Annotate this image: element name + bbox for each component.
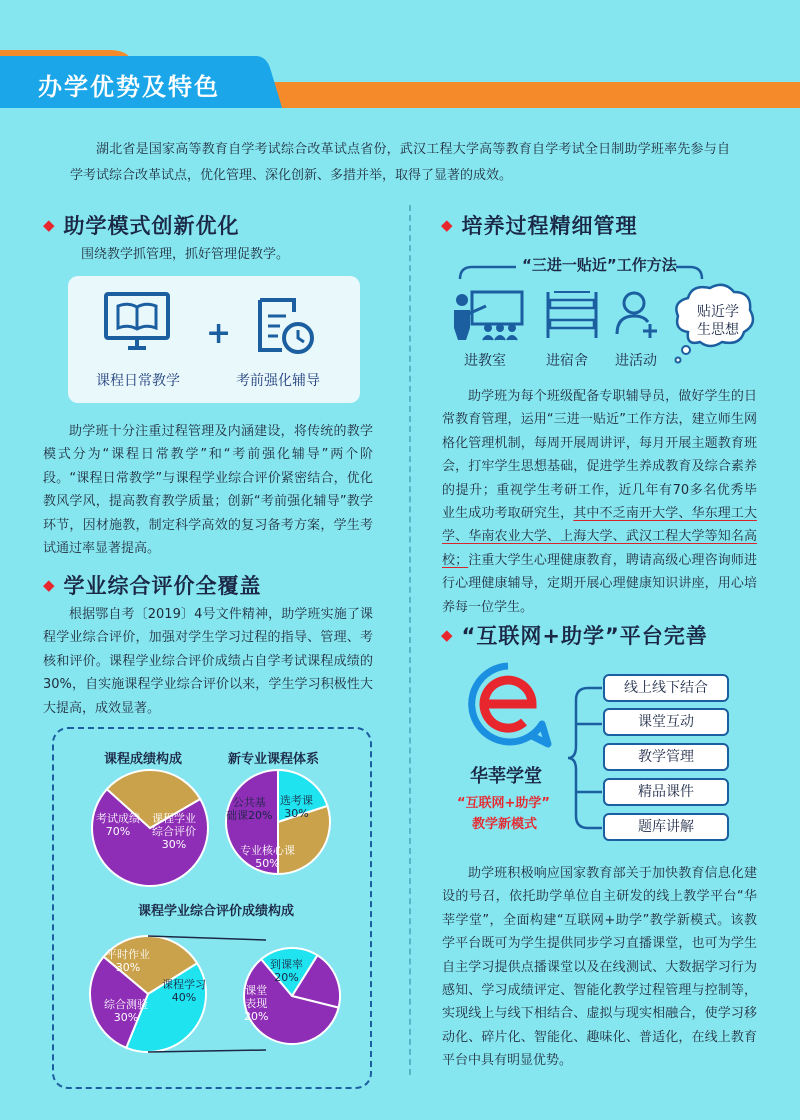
bubble-text: 贴近学 生思想: [697, 304, 739, 338]
brand-name: 华莘学堂: [470, 766, 542, 787]
pie2-label-3: 专业核心课 50%: [240, 844, 295, 870]
feature-courseware: 精品课件: [603, 778, 729, 806]
dorm-label: 进宿舍: [546, 353, 588, 369]
page-title: 办学优势及特色: [38, 73, 220, 101]
pie4-label-1: 到课率 20%: [270, 958, 303, 984]
section-title-evaluation: ◆ 学业综合评价全覆盖: [43, 574, 262, 598]
section-title-platform: ◆ “互联网+助学”平台完善: [441, 624, 708, 648]
pie1-label-1: 考试成绩 70%: [96, 812, 140, 838]
slogan-line1: “互联网+助学”: [457, 796, 550, 811]
section2-body: 根据鄂自考〔2019〕4号文件精神，助学班实施了课程学业综合评价，加强对学生学习过程的指导、管理、考核和评价。课程学业综合评价成绩占自学考试课程成绩的30%，自实施课程学业综合评价以来，学生学习积极性大大提高，成效显著。: [43, 607, 373, 716]
diamond-icon: ◆: [441, 626, 454, 644]
diamond-icon: ◆: [441, 216, 454, 234]
feature-classroom-interaction: 课堂互动: [603, 708, 729, 736]
section3-body: 助学班为每个班级配备专职辅导员，做好学生的日常教育管理，运用“三进一贴近”工作方法，建立师生网格化管理机制，每周开展周讲评，每月开展主题教育班会，打牢学生思想基础，促进学生养成教育及综合素养的提升；重视学生考研工作，近几年有70多名优秀毕业生成功考取研究生，其中不乏南开大学、华东理工大学、华南农业大学、上海大学、武汉工程大学等知名高校；注重大学生心理健康教育，聘请高级心理咨询师进行心理健康辅导，定期开展心理健康知识讲座，用心培养每一位学生。: [442, 389, 757, 615]
pie2-label-1: 公共基 础课20%: [226, 796, 273, 822]
teacher-classroom-icon: [452, 290, 526, 342]
activity-label: 进活动: [615, 353, 657, 369]
column-divider: [409, 205, 411, 1075]
pie-charts: [0, 0, 400, 1100]
pie2-label-2: 选考课 30%: [280, 794, 313, 820]
section1-body: 助学班十分注重过程管理及内涵建设，将传统的教学模式分为“课程日常教学”和“考前强化辅导”两个阶段。“课程日常教学”与课程学业综合评价紧密结合，优化教风学风，提高教育教学质量；创新“考前强化辅导”教学环节，因材施教，制定科学高效的复习备考方案，学生考试通过率显著提高。: [43, 424, 373, 557]
bunk-bed-icon: [544, 290, 600, 340]
pie3-label-3: 综合测验 30%: [104, 998, 148, 1024]
diamond-icon: ◆: [43, 216, 56, 234]
person-add-icon: [614, 290, 660, 340]
intro-paragraph: 湖北省是国家高等教育自学考试综合改革试点省份，武汉工程大学高等教育自学考试全日制助学班率先参与自学考试综合改革试点，优化管理、深化创新、多措并举，取得了显著的成效。: [70, 142, 730, 183]
chart3-title: 课程学业综合评价成绩构成: [138, 904, 295, 919]
pie4-label-2: 课堂 表现 20%: [244, 984, 269, 1023]
section4-body: 助学班积极响应国家教育部关于加快教育信息化建设的号召，依托助学单位自主研发的线上教学平台“华莘学堂”，全面构建“互联网+助学”教学新模式。该教学平台既可为学生提供同步学习直播课堂，也可为学生自主学习提供点播课堂以及在线测试、大数据学习行为感知、学习成绩评定、智能化教学过程管理与控制等，实现线上与线下相结合、虚拟与现实相融合，使学习移动化、碎片化、智能化、趣味化、普适化，在线上教育平台中具有明显优势。: [442, 866, 757, 1069]
plus-sign: +: [206, 316, 232, 351]
huaxin-logo-icon: [462, 660, 554, 750]
feature-bracket: [566, 684, 606, 834]
pie3-label-2: 课程学习 40%: [162, 978, 206, 1004]
feature-online-offline: 线上线下结合: [603, 674, 729, 702]
section-subtitle: 围绕教学抓管理，抓好管理促教学。: [81, 247, 290, 262]
chart2-title: 新专业课程体系: [228, 752, 320, 767]
slogan-line2: 教学新模式: [472, 817, 538, 832]
feature-teaching-management: 教学管理: [603, 743, 729, 771]
pie3-label-1: 平时作业 30%: [106, 948, 150, 974]
section-title-process: ◆ 培养过程精细管理: [441, 214, 638, 238]
exam-coaching-label: 考前强化辅导: [236, 373, 320, 389]
chart1-title: 课程成绩构成: [104, 752, 183, 767]
section-title-mode: ◆ 助学模式创新优化: [43, 214, 240, 238]
pie1-label-2: 课程学业 综合评价 30%: [152, 812, 196, 851]
daily-teaching-label: 课程日常教学: [96, 373, 180, 389]
feature-question-bank: 题库讲解: [603, 813, 729, 841]
method-title: “三进一贴近”工作方法: [522, 256, 677, 274]
classroom-label: 进教室: [464, 353, 506, 369]
diamond-icon: ◆: [43, 576, 56, 594]
